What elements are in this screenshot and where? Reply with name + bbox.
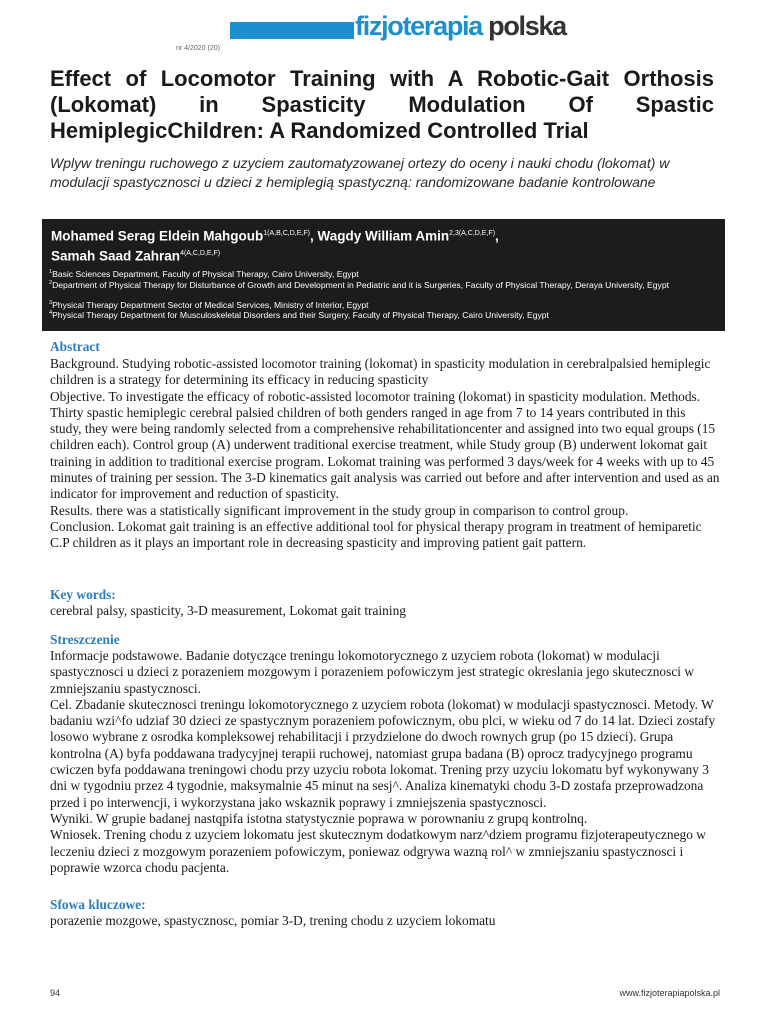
affiliation-number: 3 [49, 300, 53, 306]
keywords-text: cerebral palsy, spasticity, 3-D measurement, Lokomat gait training [50, 603, 406, 618]
abstract-results: Results. there was a statistically significant improvement in the study group in comparison to control group. [50, 502, 629, 518]
abstract-objective-methods: Objective. To investigate the efficacy of robotic-assisted locomotor training (lokomat) in spasticity modulation. Methods. Thirty spastic hemiplegic cerebral palsied children of both genders ranged in age from 7 to 14 years contributed in this study, they were being randomly selected from a comprehensive rehabilitationcenter and assigned into two equal groups (15 children each). Control group (A) underwent traditional exercise treatment, while Study group (B) underwent lokomat gait training in addition to traditional exercise program. Lokomat training was performed 3 days/week for 4 weeks with up to 45 minutes of training per session. The 3-D kinematics gait analysis was carried out before and after intervention and used as an indicator for improvement and reduction of spasticity. [50, 388, 720, 502]
affiliation-text: Physical Therapy Department for Musculoskeletal Disorders and their Surgery, Faculty of Physical Therapy, Cairo University, Egypt [52, 309, 549, 320]
journal-logo [355, 6, 566, 46]
slowa-kluczowe-heading: Sfowa kluczowe: [50, 897, 146, 912]
affiliation-1 [49, 268, 714, 279]
streszczenie-conclusion: Wniosek. Trening chodu z uzyciem lokomatu jest skutecznym dodatkowym narz^dziem programu fizjoterapeutycznego w leczeniu dzieci z mozgowym porazeniem pofowiczym, poniewaz odgrywa wazną rol^ w zmniejszaniu spastycznosci i poprawie wzorca chodu pacjenta. [50, 827, 706, 875]
article-subtitle-polish: Wplyw treningu ruchowego z uzyciem zautomatyzowanej ortezy do oceny i nauki chodu (lokomat) w modulacji spastycznosci u dzieci z hemiplegią spastyczną: randomizowane badanie kontrolowane [50, 155, 670, 190]
streszczenie-background: Informacje podstawowe. Badanie dotyczące treningu lokomotorycznego z uzyciem robota (lokomat) w modulacji spastycznosci u dzieci z porazeniem mozgowym i porazeniem pofowiczym jest strategic okreslania jego skutecznosci w zmniejszaniu spastycznosci. [50, 648, 695, 696]
author-affiliation-mark: 4(A,C,D,E,F) [180, 249, 221, 257]
streszczenie-aim-methods: Cel. Zbadanie skutecznosci treningu lokomotorycznego z uzyciem robota (lokomat) w modulacji spastycznosci. Metody. W badaniu wzi^fo udziaf 30 dzieci ze spastycznym porazeniem pofowicznym, obu plci, w wieku od 7 do 14 lat. Dzieci zostafy losowo wybrane z osrodka kompleksowej rehabilitacji i przydzielone do dwoch rownych grup (po 15 dzieci). Grupa kontrolna (A) byfa poddawana tradycyjnej terapii ruchowej, natomiast grupa badana (B) oprocz tradycyjnego programu cwiczen byfa poddawana treningowi chodu przy uzyciu robota lokomat. Trening przy uzyciu lokomatu byf wykonywany 3 dni w tygodniu przez 4 tygodnie, maksymalnie 45 minut na sesj^. Analiza kinematyki chodu 3-D zostafa przeprowadzona przed i po interwencji, i wykorzystana jako wskaznik poprawy i zmniejszenia spastycznosci. [50, 696, 716, 810]
abstract-background: Background. Studying robotic-assisted locomotor training (lokomat) in spasticity modulation in cerebralpalsied hemiplegic children is a strategy for determining its efficacy in reducing spasticity [50, 356, 711, 388]
issue-number: nr 4/2020 (20) [176, 45, 220, 52]
affiliation-number: 4 [49, 310, 53, 316]
author-separator: , [495, 228, 499, 244]
affiliation-text: Department of Physical Therapy for Disturbance of Growth and Development in Pediatric and it is Surgeries, Faculty of Physical Therapy, Deraya University, Egypt [52, 279, 670, 290]
abstract-conclusion: Conclusion. Lokomat gait training is an effective additional tool for physical therapy program in treatment of hemiparetic C.P children as it plays an important role in decreasing spasticity and improving patient gait pattern. [50, 518, 702, 551]
keywords-heading: Key words: [50, 587, 116, 602]
affiliation-number: 1 [49, 269, 53, 275]
affiliation-2 [49, 279, 714, 290]
affiliation-number: 2 [49, 280, 53, 286]
streszczenie-results: Wyniki. W grupie badanej nastqpifa istotna statystycznie poprawa w porownaniu z grupq kontrolnq. [50, 810, 588, 826]
author-affiliation-mark: 1(A,B,C,D,E,F) [263, 230, 310, 237]
author-affiliation-mark: 2,3(A,C,D,E,F) [449, 230, 496, 237]
logo-text-fizjoterapia: fizjoterapia [355, 11, 482, 41]
author-list [51, 225, 711, 264]
logo-text-polska: polska [488, 11, 566, 41]
journal-url[interactable]: www.fizjoterapiapolska.pl [619, 988, 720, 998]
author-name: Wagdy William Amin [317, 228, 450, 244]
streszczenie-body [50, 648, 720, 876]
affiliation-4 [49, 309, 714, 320]
affiliation-text: Physical Therapy Department Sector of Medical Services, Ministry of Interior, Egypt [52, 299, 369, 310]
authors-box [42, 219, 725, 331]
abstract-heading: Abstract [50, 339, 100, 354]
streszczenie-heading: Streszczenie [50, 632, 120, 647]
author-name: Mohamed Serag Eldein Mahgoub [51, 228, 264, 244]
affiliation-text: Basic Sciences Department, Faculty of Physical Therapy, Cairo University, Egypt [52, 268, 359, 279]
abstract-body [50, 356, 720, 552]
article-title: Effect of Locomotor Training with A Robotic-Gait Orthosis (Lokomat) in Spasticity Modulation Of Spastic HemiplegicChildren: A Randomized Controlled Trial [50, 66, 714, 143]
logo-color-bar [230, 22, 354, 39]
author-separator: , [309, 228, 318, 244]
author-name: Samah Saad Zahran [51, 248, 181, 263]
page-number: 94 [50, 988, 61, 998]
slowa-kluczowe-text: porazenie mozgowe, spastycznosc, pomiar 3-D, trening chodu z uzyciem lokomatu [50, 913, 496, 928]
